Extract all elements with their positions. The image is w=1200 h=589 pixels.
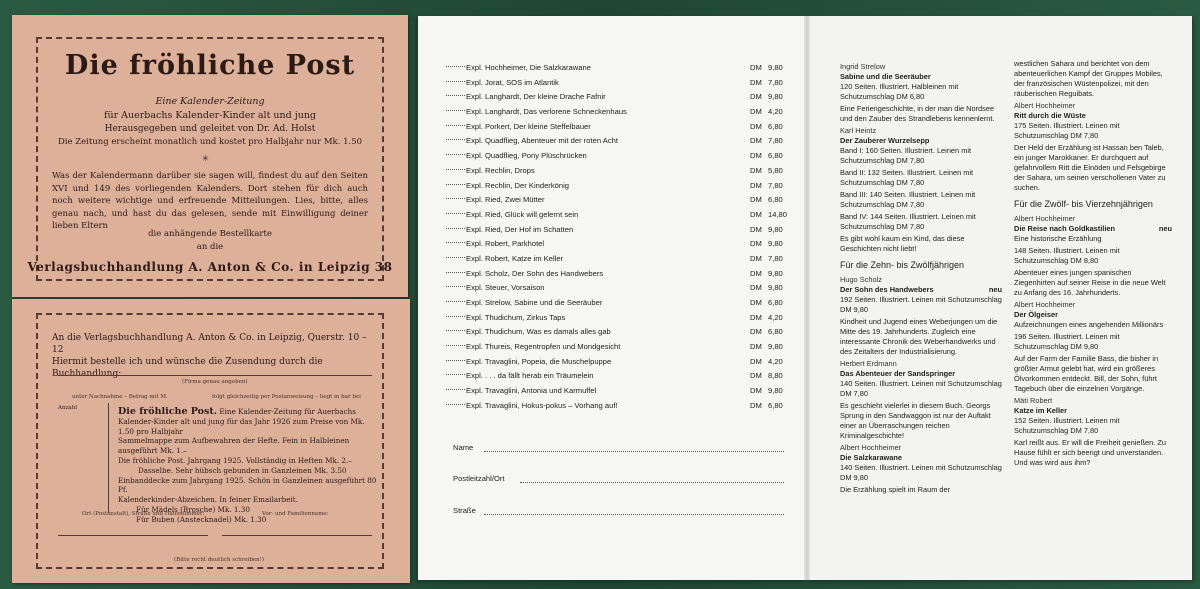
- book-description: Auf der Farm der Familie Bass, die bisher in größter Armut gelebt hat, wird ein größeres Ölvorkommen entdeckt. Bill, der Sohn, führt Tagebuch über die einzelnen Vorgänge.: [1014, 354, 1159, 393]
- book-description: 120 Seiten. Illustriert. Halbleinen mit Schutzumschlag DM 6,80: [840, 82, 959, 101]
- new-badge: neu: [988, 285, 1002, 294]
- book-author: Karl Heintz: [840, 126, 877, 135]
- order-row-currency: DM: [750, 371, 762, 381]
- quantity-field[interactable]: [446, 184, 465, 185]
- order-row-title: Expl. Thureis, Regentropfen und Mondgesicht: [466, 342, 621, 352]
- book-title: Die Salzkarawane: [840, 453, 903, 462]
- order-row-title: Expl. Hochheimer, Die Salzkarawane: [466, 63, 591, 72]
- order-row-title: Expl. Thudichum, Was es damals alles gab: [466, 327, 611, 337]
- ort-line[interactable]: [58, 535, 208, 536]
- book-description: Die Erzählung spielt im Raum der: [840, 485, 951, 494]
- order-row-price: 6,80: [768, 151, 783, 161]
- order-row-price: 7,80: [768, 180, 783, 190]
- section-heading: Für die Zehn- bis Zwölfjährigen: [840, 260, 965, 270]
- book-author: Albert Hochheimer: [840, 443, 902, 452]
- quantity-field[interactable]: [446, 154, 465, 155]
- order-row[interactable]: [446, 225, 790, 240]
- leaflet-subtitle-4: Die Zeitung erscheint monatlich und kostet pro Halbjahr nur Mk. 1.50: [57, 137, 363, 147]
- order-row[interactable]: [446, 342, 790, 357]
- book-description: 148 Seiten. Illustriert. Leinen mit Schutzumschlag DM 8,80: [1014, 246, 1120, 265]
- quantity-field[interactable]: [446, 213, 465, 214]
- order-card-address-line2: Hiermit bestelle ich und wünsche die Zusendung durch die Buchhandlung:: [52, 357, 323, 379]
- book-title-text: Der Sohn des Handwebers: [840, 285, 934, 294]
- strasse-label: Straße: [453, 506, 476, 515]
- order-row-price: 4,20: [768, 356, 783, 366]
- order-row-currency: DM: [750, 136, 762, 146]
- book-description: Band I: 160 Seiten. Illustriert. Leinen mit Schutzumschlag DM 7,80: [840, 146, 972, 165]
- order-row-title: Expl. Quadflieg, Pony Plüschrücken: [466, 151, 587, 161]
- quantity-field[interactable]: [446, 110, 465, 111]
- order-row[interactable]: [446, 313, 790, 328]
- order-row[interactable]: [446, 283, 790, 298]
- book-author: Albert Hochheimer: [1014, 214, 1076, 223]
- order-row-price: 6,80: [768, 298, 783, 307]
- book-description: westlichen Sahara und berichtet von dem abenteuerlichen Kampf der Gruppes Mobiles, der französischen Wüstenpolizei, mit den räuberischen Reguibats.: [1014, 59, 1163, 98]
- leaflet-top: [12, 15, 408, 297]
- order-row-title: Expl. Travaglini, Antonia und Karmuffel: [466, 386, 597, 396]
- name-line[interactable]: [222, 535, 372, 536]
- book-author: Albert Hochheimer: [1014, 300, 1076, 309]
- order-row-currency: DM: [750, 165, 762, 175]
- book-description: Kindheit und Jugend eines Weberjungen um die Mitte des 19. Jahrhunderts. Zugleich eine interessante Chronik des Weberhandwerks und des Zeitalters der Industrialisierung.: [840, 317, 998, 356]
- book-description: Es geschieht vielerlei in diesem Buch. Georgs Sprung in den Sandwaggon ist nur der Auftakt einer an Überraschungen reichen Kriminalgeschichte!: [840, 401, 991, 440]
- leaflet-body: Was der Kalendermann darüber sie sagen will, findest du auf den Seiten XVI und 149 des vorliegenden Kalenders. Dort stehen für dich auch noch weitere wichtige und erfreuende Mitteilungen. Lies, bitte, alles genau nach, und hast du das gelesen, sende mit Einwilligung deiner lieben Eltern: [52, 171, 368, 231]
- sammelmappe: Sammelmappe zum Aufbewahren der Hefte. Fein in Halbleinen ausgeführt Mk. 1.–: [118, 436, 350, 456]
- order-row-title: Expl. Robert, Parkhotel: [466, 239, 545, 249]
- order-row-title: Expl. Travaglini, Popeia, die Muschelpuppe: [466, 356, 612, 366]
- book-title: Das Abenteuer der Sandspringer: [840, 369, 956, 378]
- postleitzahl-field[interactable]: [520, 482, 784, 483]
- quantity-field[interactable]: [446, 301, 465, 302]
- buben: Für Buben (Anstecknadel) Mk. 1.30: [136, 514, 267, 524]
- payment-hint-left: unter Nachnahme – Betrag mit M.: [72, 394, 168, 400]
- order-row-currency: DM: [750, 224, 762, 234]
- order-row-currency: DM: [750, 195, 762, 205]
- leaflet-subtitle-3: Herausgegeben und geleitet von Dr. Ad. Holst: [104, 124, 316, 134]
- book-title: Ritt durch die Wüste: [1014, 111, 1086, 120]
- order-row-currency: DM: [750, 283, 762, 293]
- order-row-title: Expl. Steuer, Vorsaison: [466, 283, 545, 293]
- order-row-title: Expl. Quadflieg, Abenteuer mit der roten Acht: [466, 136, 618, 146]
- order-row[interactable]: [446, 254, 790, 269]
- order-row[interactable]: [446, 92, 790, 107]
- order-card-address: [52, 332, 372, 380]
- order-row-currency: DM: [750, 327, 762, 337]
- order-row-title: Expl. Strelow, Sabine und die Seeräuber: [466, 298, 603, 307]
- quantity-field[interactable]: [446, 404, 465, 405]
- order-row-title: Expl. Jorat, SOS im Atlantik: [466, 77, 559, 87]
- order-items: [118, 407, 380, 525]
- quantity-field[interactable]: [446, 125, 465, 126]
- order-row[interactable]: [446, 210, 790, 225]
- order-row-title: Expl. Langhardt, Der kleine Drache Fafnir: [466, 92, 606, 102]
- order-row-price: 8,80: [768, 371, 783, 381]
- book-title: Der Ölgeiser: [1014, 310, 1058, 319]
- order-row-currency: DM: [750, 77, 762, 87]
- strasse-field[interactable]: [484, 514, 784, 515]
- order-row-title: Expl. Ried, Der Hof im Schatten: [466, 224, 574, 234]
- order-row-currency: DM: [750, 356, 762, 366]
- firm-line[interactable]: [58, 375, 372, 376]
- ort-label: Ort (Postanstalt), Straße und Hausnummer:: [82, 511, 205, 517]
- postleitzahl-label: Postleitzahl/Ort: [453, 474, 505, 483]
- firm-hint: (Firma genau angeben): [182, 379, 248, 385]
- new-badge: neu: [1158, 224, 1172, 233]
- book-description: Karl reißt aus. Er will die Freiheit genießen. Zu Hause fühlt er sich beengt und unverstanden. Und was wird aus ihm?: [1014, 438, 1166, 467]
- order-row[interactable]: [446, 269, 790, 284]
- book-description: 152 Seiten. Illustriert. Leinen mit Schutzumschlag DM 7,80: [1014, 416, 1120, 435]
- quantity-field[interactable]: [446, 374, 465, 375]
- order-row-title: Expl. Rechlin, Drops: [466, 165, 535, 175]
- book-description: Eine Feriengeschichte, in der man die Nordsee und den Zauber des Strandlebens kennenlernt.: [840, 104, 995, 123]
- order-row-currency: DM: [750, 386, 762, 396]
- quantity-field[interactable]: [446, 360, 465, 361]
- quantity-field[interactable]: [446, 286, 465, 287]
- leaflet-subtitle-1: Eine Kalender-Zeitung: [155, 96, 265, 107]
- name-label-booklet: Name: [453, 443, 474, 452]
- book-description: Aufzeichnungen eines angehenden Millionärs: [1014, 320, 1164, 329]
- book-description: 192 Seiten. Illustriert. Leinen mit Schutzumschlag DM 9,80: [840, 295, 1002, 314]
- book-description: Band IV: 144 Seiten. Illustriert. Leinen mit Schutzumschlag DM 7,80: [840, 212, 976, 231]
- order-row-price: 9,80: [768, 283, 783, 293]
- book-description: Es gibt wohl kaum ein Kind, das diese Geschichten nicht liebt!: [840, 234, 965, 253]
- leaflet-order-card: die anhängende Bestellkarte: [148, 229, 272, 239]
- quantity-field[interactable]: [446, 81, 465, 82]
- order-row-price: 5,80: [768, 165, 783, 175]
- quantity-field[interactable]: [446, 272, 465, 273]
- order-row-price: 6,80: [768, 327, 783, 337]
- order-row[interactable]: [446, 181, 790, 196]
- order-row[interactable]: [446, 239, 790, 254]
- order-row-price: 6,80: [768, 400, 783, 410]
- order-row-currency: DM: [750, 312, 762, 322]
- quantity-field[interactable]: [446, 389, 465, 390]
- order-row-price: 14,80: [768, 209, 788, 219]
- book-author: Herbert Erdmann: [840, 359, 897, 368]
- order-row-title: Expl. Travaglini, Hokus-pokus – Vorhang auf!: [466, 400, 618, 410]
- order-row-title: Expl. Robert, Katze im Keller: [466, 253, 564, 263]
- order-card-footer: (Bitte recht deutlich schreiben!): [174, 557, 265, 563]
- quantity-field[interactable]: [446, 95, 465, 96]
- order-row-price: 9,80: [768, 92, 783, 102]
- order-row-currency: DM: [750, 239, 762, 249]
- book-title: [1014, 224, 1172, 234]
- book-author: Hugo Scholz: [840, 275, 882, 284]
- order-row-currency: DM: [750, 151, 762, 161]
- quantity-field[interactable]: [446, 139, 465, 140]
- order-row-title: Expl. Porkert, Der kleine Steffelbauer: [466, 121, 591, 131]
- book-description: 140 Seiten. Illustriert. Leinen mit Schutzumschlag DM 9,80: [840, 463, 1002, 482]
- order-row[interactable]: [446, 122, 790, 137]
- book-title: Sabine und die Seeräuber: [840, 72, 931, 81]
- order-row[interactable]: [446, 357, 790, 372]
- book-description: Band III: 140 Seiten. Illustriert. Leinen mit Schutzumschlag DM 7,80: [840, 190, 976, 209]
- book-author: Mäti Robert: [1014, 396, 1053, 405]
- booklet-gutter: [804, 16, 810, 580]
- book-description: Abenteuer eines jungen spanischen Ziegenhirten auf seiner Reise in die neue Welt zu Anfang des 16. Jahrhunderts.: [1014, 268, 1166, 297]
- order-row[interactable]: [446, 298, 790, 313]
- quantity-field[interactable]: [446, 242, 465, 243]
- order-row-currency: DM: [750, 400, 762, 410]
- order-row[interactable]: [446, 386, 790, 401]
- order-row-price: 9,80: [768, 386, 783, 396]
- order-row-title: Expl. Scholz, Der Sohn des Handwebers: [466, 268, 604, 278]
- section-heading: Für die Zwölf- bis Vierzehnjährigen: [1014, 199, 1153, 209]
- order-row-currency: DM: [750, 92, 762, 102]
- order-row[interactable]: [446, 327, 790, 342]
- book-title-text: Die Reise nach Goldkastilien: [1014, 224, 1116, 233]
- book-title: Katze im Keller: [1014, 406, 1067, 415]
- order-row[interactable]: [446, 401, 790, 416]
- product-text: Eine Kalender-Zeitung für Auerbachs Kalender-Kinder alt und jung für das Jahr 1926 zum Preise von Mk. 1.50 pro Halbjahr: [118, 407, 365, 436]
- order-card-address-line1: An die Verlagsbuchhandlung A. Anton & Co. in Leipzig, Querstr. 10 – 12: [52, 333, 367, 355]
- order-card: [12, 299, 410, 583]
- quantity-field[interactable]: [446, 257, 465, 258]
- quantity-field[interactable]: [446, 330, 465, 331]
- order-row-currency: DM: [750, 180, 762, 190]
- book-description: 196 Seiten. Illustriert. Leinen mit Schutzumschlag DM 9,80: [1014, 332, 1120, 351]
- order-row-price: 9,80: [768, 63, 783, 72]
- book-title: Der Zauberer Wurzelsepp: [840, 136, 930, 145]
- order-row-price: 4,20: [768, 107, 783, 117]
- order-row-price: 9,80: [768, 342, 783, 352]
- order-row[interactable]: [446, 371, 790, 386]
- ornament-icon: ✳: [202, 154, 209, 163]
- order-row-currency: DM: [750, 253, 762, 263]
- order-row-price: 7,80: [768, 253, 783, 263]
- leaflet-subtitle-2: für Auerbachs Kalender-Kinder alt und jung: [103, 110, 317, 121]
- order-row[interactable]: [446, 151, 790, 166]
- quantity-field[interactable]: [446, 228, 465, 229]
- leaflet-publisher: Verlagsbuchhandlung A. Anton & Co. in Leipzig 38: [27, 260, 393, 274]
- book-description: Der Held der Erzählung ist Hassan ben Taleb, ein junger Marokkaner. Er durchquert auf gefahrvollem Ritt die Einöden und Felsgebirge der Sahara, um seinen verschollenen Vater zu suchen.: [1014, 143, 1166, 192]
- order-row-price: 9,80: [768, 268, 783, 278]
- order-row-currency: DM: [750, 209, 762, 219]
- quantity-field[interactable]: [446, 66, 465, 67]
- order-row-title: Expl. Thudichum, Zirkus Taps: [466, 312, 566, 322]
- order-row-title: Expl. . . . da fällt herab ein Träumelein: [466, 371, 594, 381]
- leaflet-title: Die fröhliche Post: [64, 50, 356, 81]
- name-field[interactable]: [484, 451, 784, 452]
- order-row-price: 9,80: [768, 224, 783, 234]
- order-row[interactable]: [446, 107, 790, 122]
- order-row-title: Expl. Ried, Glück will gelernt sein: [466, 209, 579, 219]
- book-title: [840, 285, 1002, 295]
- order-row-price: 9,80: [768, 239, 783, 249]
- order-row[interactable]: [446, 78, 790, 93]
- quantity-field[interactable]: [446, 169, 465, 170]
- maedels: Für Mädels (Brosche) Mk. 1.30: [136, 504, 250, 514]
- dasselbe: Dasselbe. Sehr hübsch gebunden in Ganzleinen Mk. 3.50: [138, 465, 347, 475]
- anzahl-label: Anzahl: [58, 405, 77, 411]
- abzeichen: Kalenderkinder-Abzeichen. In feiner Emailarbeit.: [118, 495, 298, 505]
- order-list: [446, 63, 790, 416]
- catalog-column-1: [840, 60, 1002, 497]
- book-description: Band II: 132 Seiten. Illustriert. Leinen mit Schutzumschlag DM 7,80: [840, 168, 974, 187]
- quantity-field[interactable]: [446, 198, 465, 199]
- name-label: Vor- und Familienname:: [262, 511, 329, 517]
- einbanddecke: Einbanddecke zum Jahrgang 1925. Schön in Ganzleinen ausgeführt 80 Pf.: [118, 475, 377, 495]
- order-row[interactable]: [446, 136, 790, 151]
- book-author: Ingrid Strelow: [840, 62, 886, 71]
- order-row-price: 4,20: [768, 312, 783, 322]
- order-row-currency: DM: [750, 268, 762, 278]
- order-row-price: 6,80: [768, 121, 783, 131]
- order-row-currency: DM: [750, 342, 762, 352]
- order-row-title: Expl. Langhardt, Das verlorene Schneckenhaus: [466, 107, 627, 117]
- book-author: Albert Hochheimer: [1014, 101, 1076, 110]
- quantity-field[interactable]: [446, 345, 465, 346]
- catalog-column-2: [1014, 59, 1172, 470]
- order-row[interactable]: [446, 63, 790, 78]
- book-description: 140 Seiten. Illustriert. Leinen mit Schutzumschlag DM 7,80: [840, 379, 1002, 398]
- leaflet-an-die: an die: [196, 242, 224, 252]
- order-row-title: Expl. Ried, Zwei Mütter: [466, 195, 545, 205]
- book-description: 175 Seiten. Illustriert. Leinen mit Schutzumschlag DM 7,80: [1014, 121, 1120, 140]
- order-row-currency: DM: [750, 63, 762, 72]
- product-title: Die fröhliche Post.: [118, 406, 218, 417]
- quantity-field[interactable]: [446, 316, 465, 317]
- book-description: Eine historische Erzählung: [1014, 234, 1102, 243]
- order-row[interactable]: [446, 195, 790, 210]
- order-row-price: 6,80: [768, 195, 783, 205]
- payment-hint-right: folgt gleichzeitig per Postanweisung – liegt in bar bei: [212, 394, 361, 400]
- order-row-currency: DM: [750, 107, 762, 117]
- order-row-price: 7,80: [768, 136, 783, 146]
- order-row-currency: DM: [750, 121, 762, 131]
- order-row-title: Expl. Rechlin, Der Kinderkönig: [466, 180, 569, 190]
- jahrgang-1925: Die fröhliche Post. Jahrgang 1925. Vollständig in Heften Mk. 2.–: [118, 455, 352, 465]
- order-row-currency: DM: [750, 298, 762, 307]
- order-row-price: 7,80: [768, 77, 783, 87]
- order-row[interactable]: [446, 166, 790, 181]
